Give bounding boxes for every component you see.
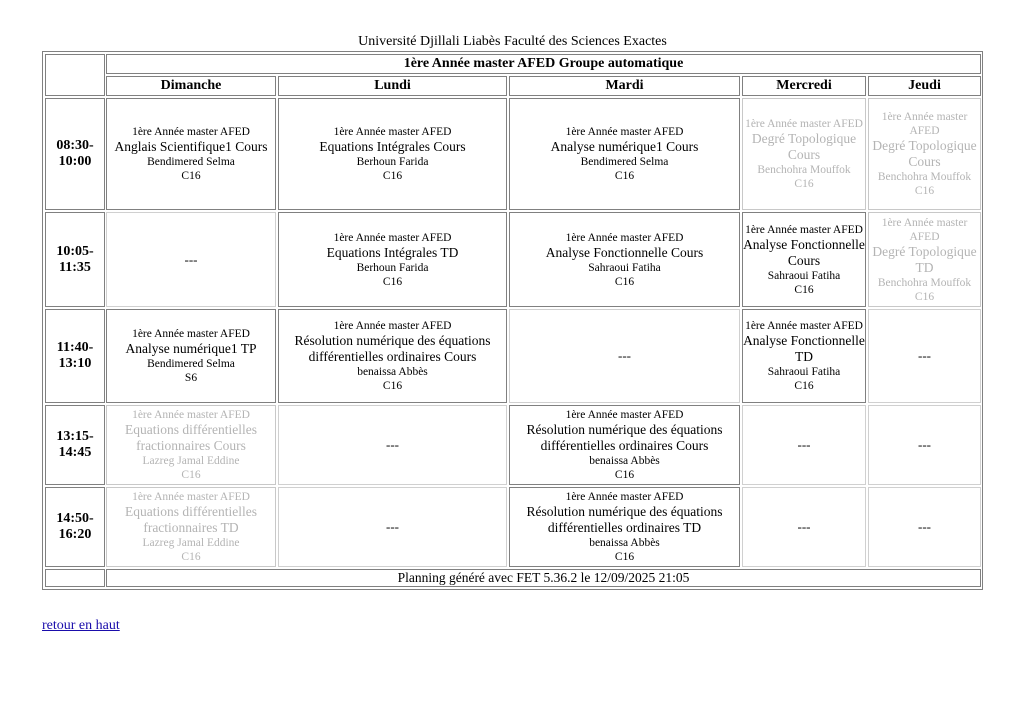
session-room: C16 — [181, 170, 201, 182]
session-cell[interactable] — [509, 98, 740, 210]
session-course: Résolution numérique des équations différentielles ordinaires Cours — [294, 333, 491, 364]
session-teacher: benaissa Abbès — [589, 455, 660, 467]
footer-corner-cell — [45, 569, 105, 587]
session-group: 1ère Année master AFED — [132, 409, 250, 421]
session-course: Résolution numérique des équations différentielles ordinaires TD — [526, 504, 723, 535]
session-course: Equations différentielles fractionnaires TD — [124, 504, 258, 535]
session-room: C16 — [614, 170, 635, 182]
session-cell[interactable] — [742, 212, 866, 307]
session-teacher: Bendimered Selma — [147, 358, 235, 370]
empty-cell: --- — [868, 487, 981, 567]
session-group: 1ère Année master AFED — [881, 216, 968, 243]
session-course: Equations différentielles fractionnaires Cours — [124, 422, 258, 453]
day-header-mercredi: Mercredi — [742, 76, 866, 96]
session-group: 1ère Année master AFED — [745, 223, 863, 236]
session-cell-disabled[interactable] — [868, 212, 981, 307]
time-slot-2: 10:05-11:35 — [45, 212, 105, 307]
session-teacher: Berhoun Farida — [356, 261, 429, 274]
empty-cell: --- — [868, 405, 981, 485]
timetable — [42, 51, 983, 590]
session-room: C16 — [181, 551, 201, 563]
corner-cell — [45, 54, 105, 96]
session-group: 1ère Année master AFED — [333, 126, 452, 138]
session-course: Degré Topologique TD — [872, 243, 977, 275]
session-cell[interactable] — [278, 212, 507, 307]
session-cell[interactable] — [278, 309, 507, 403]
session-cell[interactable] — [742, 309, 866, 403]
session-group: 1ère Année master AFED — [565, 491, 684, 503]
session-room: C16 — [914, 185, 935, 197]
session-room: C16 — [382, 275, 403, 288]
session-cell-disabled[interactable] — [106, 487, 276, 567]
session-cell-disabled[interactable] — [106, 405, 276, 485]
session-course: Analyse Fonctionnelle Cours — [545, 244, 704, 260]
session-cell[interactable] — [509, 405, 740, 485]
session-cell-disabled[interactable] — [868, 98, 981, 210]
session-room: C16 — [794, 380, 814, 392]
day-header-dimanche: Dimanche — [106, 76, 276, 96]
session-room: C16 — [614, 275, 635, 288]
page-caption: Université Djillali Liabès Faculté des Sciences Exactes — [358, 34, 667, 49]
session-room: C16 — [181, 469, 201, 481]
empty-cell: --- — [868, 309, 981, 403]
session-cell[interactable] — [509, 487, 740, 567]
empty-cell: --- — [278, 405, 507, 485]
session-teacher: Bendimered Selma — [580, 156, 669, 168]
session-group: 1ère Année master AFED — [881, 111, 968, 137]
session-teacher: Benchohra Mouffok — [757, 164, 851, 176]
session-room: C16 — [614, 551, 635, 563]
session-cell[interactable] — [509, 212, 740, 307]
session-teacher: Sahraoui Fatiha — [767, 269, 841, 282]
session-course: Equations Intégrales TD — [326, 244, 459, 260]
footer-generated-note: Planning généré avec FET 5.36.2 le 12/09/2025 21:05 — [106, 569, 981, 587]
session-teacher: benaissa Abbès — [357, 366, 428, 378]
session-teacher: Sahraoui Fatiha — [767, 366, 841, 378]
time-slot-5: 14:50-16:20 — [45, 487, 105, 567]
empty-cell: --- — [509, 309, 740, 403]
session-teacher: Berhoun Farida — [356, 156, 429, 168]
session-teacher: Benchohra Mouffok — [877, 171, 972, 183]
day-header-jeudi: Jeudi — [868, 76, 981, 96]
session-course: Anglais Scientifique1 Cours — [114, 139, 268, 154]
session-room: C16 — [914, 290, 935, 303]
session-room: S6 — [184, 372, 198, 384]
session-course: Equations Intégrales Cours — [319, 139, 466, 154]
back-to-top-link[interactable]: retour en haut — [42, 618, 120, 633]
time-slot-4: 13:15-14:45 — [45, 405, 105, 485]
session-room: C16 — [794, 178, 814, 190]
session-group: 1ère Année master AFED — [745, 118, 863, 130]
empty-cell: --- — [742, 405, 866, 485]
time-slot-3: 11:40-13:10 — [45, 309, 105, 403]
session-group: 1ère Année master AFED — [132, 491, 250, 503]
session-cell[interactable] — [106, 98, 276, 210]
session-group: 1ère Année master AFED — [745, 320, 863, 332]
session-room: C16 — [794, 283, 814, 296]
session-teacher: Bendimered Selma — [147, 156, 235, 168]
empty-cell: --- — [278, 487, 507, 567]
empty-cell: --- — [742, 487, 866, 567]
session-teacher: Lazreg Jamal Eddine — [142, 455, 240, 467]
session-group: 1ère Année master AFED — [565, 231, 684, 244]
session-teacher: Benchohra Mouffok — [877, 276, 972, 289]
time-slot-1: 08:30-10:00 — [45, 98, 105, 210]
session-group: 1ère Année master AFED — [565, 126, 684, 138]
session-cell[interactable] — [278, 98, 507, 210]
empty-cell: --- — [106, 212, 276, 307]
session-room: C16 — [382, 170, 403, 182]
session-teacher: benaissa Abbès — [589, 537, 660, 549]
session-teacher: Sahraoui Fatiha — [588, 261, 661, 274]
session-course: Analyse Fonctionnelle TD — [743, 333, 865, 364]
session-room: C16 — [382, 380, 403, 392]
day-header-lundi: Lundi — [278, 76, 507, 96]
session-group: 1ère Année master AFED — [333, 231, 452, 244]
session-cell-disabled[interactable] — [742, 98, 866, 210]
session-teacher: Lazreg Jamal Eddine — [142, 537, 240, 549]
session-course: Analyse numérique1 Cours — [550, 139, 699, 154]
session-course: Degré Topologique Cours — [751, 131, 857, 162]
session-cell[interactable] — [106, 309, 276, 403]
session-course: Analyse numérique1 TP — [125, 341, 257, 356]
session-group: 1ère Année master AFED — [132, 328, 250, 340]
session-group: 1ère Année master AFED — [565, 409, 684, 421]
group-title: 1ère Année master AFED Groupe automatique — [106, 54, 981, 74]
session-group: 1ère Année master AFED — [333, 320, 452, 332]
session-group: 1ère Année master AFED — [132, 126, 250, 138]
day-header-mardi: Mardi — [509, 76, 740, 96]
session-room: C16 — [614, 469, 635, 481]
session-course: Analyse Fonctionnelle Cours — [743, 236, 865, 268]
session-course: Résolution numérique des équations différentielles ordinaires Cours — [526, 422, 723, 453]
session-course: Degré Topologique Cours — [872, 138, 977, 169]
